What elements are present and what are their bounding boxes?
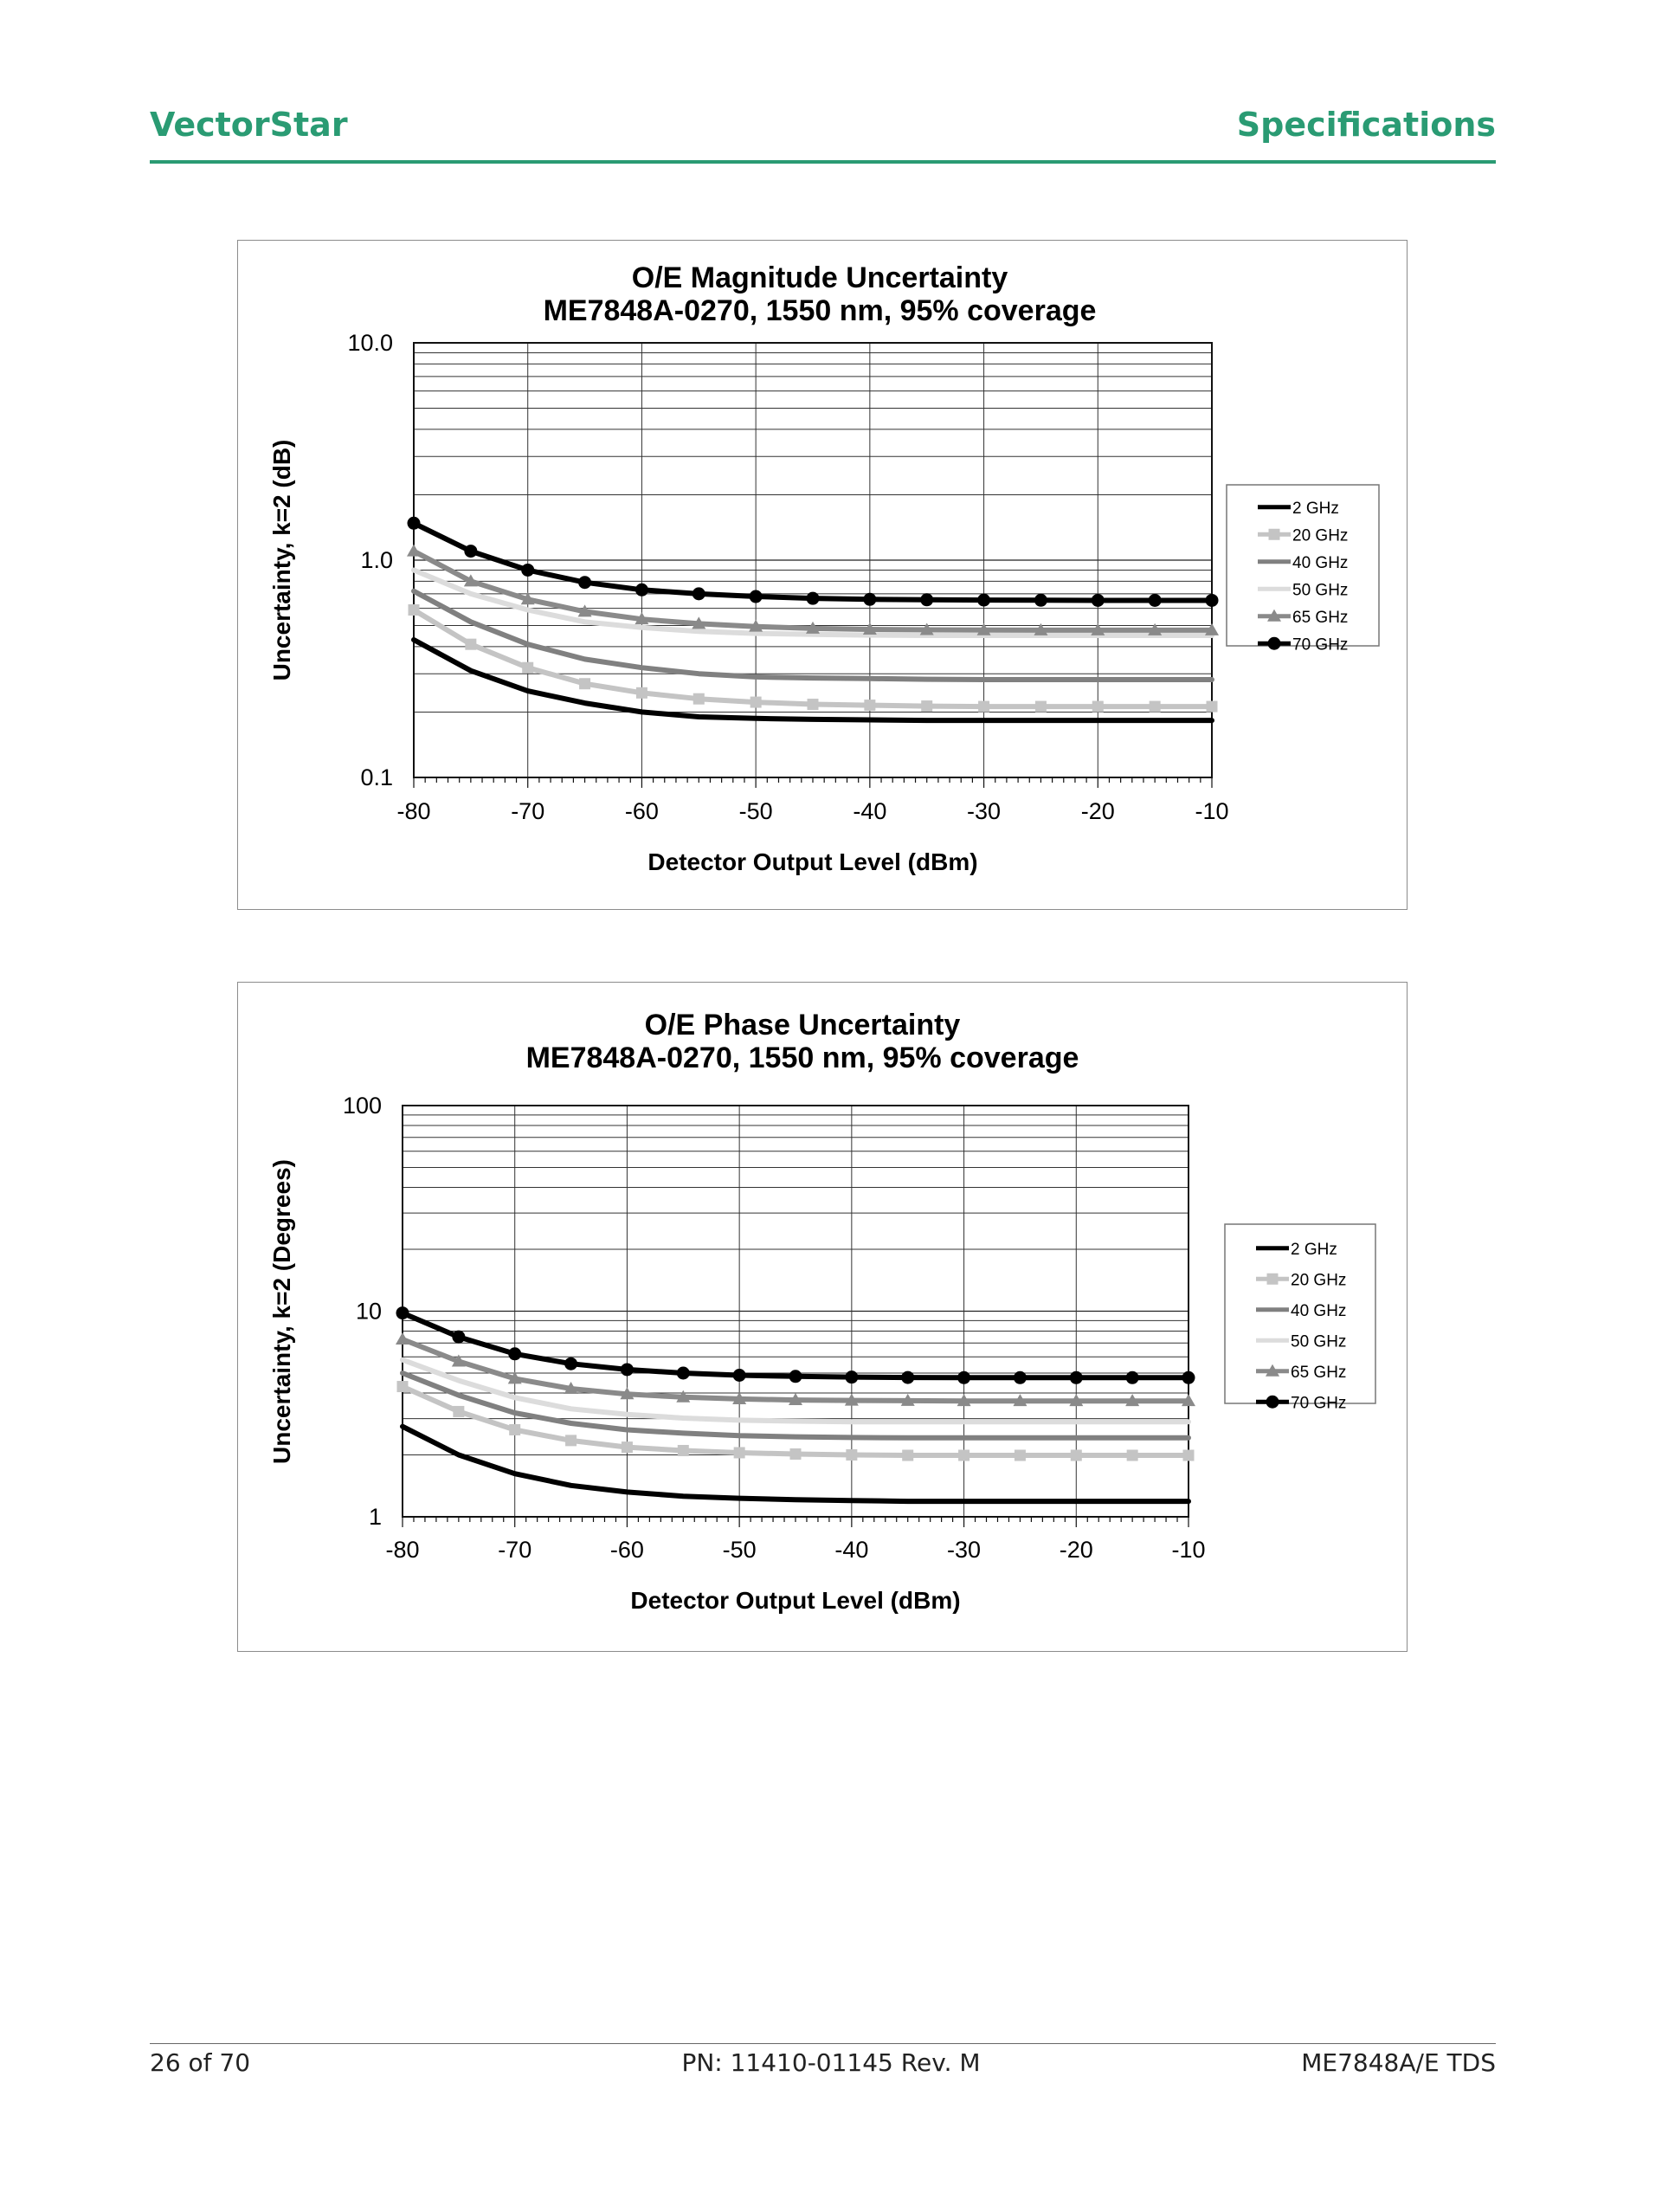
c1-legend-label-65-ghz: 65 GHz bbox=[1292, 608, 1349, 627]
c1-x-tick-label: -80 bbox=[396, 798, 431, 824]
c1-data-point-70-ghz bbox=[863, 593, 876, 606]
c1-subtitle: ME7848A-0270, 1550 nm, 95% coverage bbox=[543, 294, 1097, 327]
c2-y-tick-label: 100 bbox=[342, 1093, 382, 1119]
c2-x-tick-label: -60 bbox=[609, 1537, 644, 1563]
c2-x-tick-label: -70 bbox=[498, 1537, 532, 1563]
c2-y-axis-label: Uncertainty, k=2 (Degrees) bbox=[268, 1159, 295, 1464]
phase-chart-svg bbox=[238, 983, 1408, 1653]
c2-data-point-20-ghz bbox=[565, 1435, 577, 1446]
c1-legend-label-70-ghz: 70 GHz bbox=[1292, 635, 1349, 655]
c2-data-point-20-ghz bbox=[678, 1445, 689, 1456]
c2-x-tick-label: -30 bbox=[947, 1537, 982, 1563]
c1-legend-label-2-ghz: 2 GHz bbox=[1292, 499, 1339, 518]
c2-data-point-65-ghz bbox=[396, 1332, 409, 1345]
c2-x-tick-label: -40 bbox=[834, 1537, 869, 1563]
c1-data-point-20-ghz bbox=[1035, 701, 1047, 713]
c1-data-point-20-ghz bbox=[1150, 701, 1161, 713]
c2-data-point-70-ghz bbox=[901, 1371, 914, 1384]
c2-data-point-70-ghz bbox=[564, 1358, 577, 1370]
c2-data-point-20-ghz bbox=[453, 1406, 464, 1417]
c1-data-point-20-ghz bbox=[808, 699, 819, 710]
c2-data-point-70-ghz bbox=[396, 1306, 409, 1319]
c1-series-65-ghz bbox=[407, 545, 1219, 635]
c1-series-line-65-ghz bbox=[414, 551, 1212, 630]
c2-data-point-20-ghz bbox=[509, 1424, 520, 1435]
c1-data-point-20-ghz bbox=[921, 700, 932, 712]
c2-data-point-70-ghz bbox=[1014, 1371, 1027, 1384]
c2-x-axis-label: Detector Output Level (dBm) bbox=[630, 1587, 961, 1614]
c1-data-point-70-ghz bbox=[977, 594, 990, 607]
magnitude-uncertainty-chart bbox=[237, 240, 1408, 910]
c2-legend-label-70-ghz: 70 GHz bbox=[1291, 1394, 1347, 1413]
c1-legend bbox=[1227, 485, 1379, 654]
c1-data-point-20-ghz bbox=[864, 700, 875, 711]
footer-part-number: PN: 11410-01145 Rev. M bbox=[681, 2048, 981, 2077]
footer-doc-name: ME7848A/E TDS bbox=[1301, 2048, 1496, 2077]
c2-legend-label-20-ghz: 20 GHz bbox=[1291, 1271, 1347, 1290]
c1-y-tick-label: 0.1 bbox=[360, 764, 393, 790]
c1-data-point-70-ghz bbox=[464, 545, 477, 558]
c1-legend-label-40-ghz: 40 GHz bbox=[1292, 553, 1349, 572]
c2-data-point-70-ghz bbox=[621, 1363, 634, 1376]
magnitude-chart-svg bbox=[238, 241, 1408, 911]
c1-data-point-70-ghz bbox=[750, 590, 763, 603]
c1-data-point-70-ghz bbox=[1092, 594, 1105, 607]
c1-series-70-ghz bbox=[408, 517, 1219, 607]
c2-legend-label-65-ghz: 65 GHz bbox=[1291, 1363, 1347, 1382]
c1-x-tick-label: -10 bbox=[1195, 798, 1229, 824]
c1-data-point-70-ghz bbox=[578, 576, 591, 589]
c2-data-point-20-ghz bbox=[734, 1447, 745, 1458]
c2-data-point-70-ghz bbox=[508, 1347, 521, 1360]
c2-legend-marker-20-ghz bbox=[1267, 1274, 1279, 1285]
c1-data-point-20-ghz bbox=[1207, 701, 1218, 713]
header-rule bbox=[150, 160, 1496, 164]
c1-data-point-70-ghz bbox=[807, 592, 820, 605]
c2-data-point-20-ghz bbox=[397, 1381, 409, 1392]
c2-y-tick-label: 10 bbox=[355, 1298, 382, 1325]
c1-legend-marker-20-ghz bbox=[1269, 529, 1280, 540]
c1-data-point-70-ghz bbox=[920, 593, 933, 606]
c2-x-tick-label: -20 bbox=[1059, 1537, 1093, 1563]
c2-data-point-20-ghz bbox=[1183, 1450, 1195, 1461]
c1-data-point-20-ghz bbox=[978, 701, 989, 713]
c1-data-point-70-ghz bbox=[692, 587, 705, 600]
c1-title: O/E Magnitude Uncertainty bbox=[631, 261, 1008, 294]
c1-data-point-70-ghz bbox=[521, 564, 534, 577]
c1-data-point-70-ghz bbox=[1206, 594, 1219, 607]
c1-data-point-20-ghz bbox=[409, 604, 420, 616]
c2-subtitle: ME7848A-0270, 1550 nm, 95% coverage bbox=[525, 1042, 1079, 1074]
c2-data-point-20-ghz bbox=[902, 1450, 913, 1461]
c2-data-point-20-ghz bbox=[1127, 1450, 1138, 1461]
c2-title: O/E Phase Uncertainty bbox=[644, 1009, 961, 1042]
c1-x-tick-label: -30 bbox=[967, 798, 1002, 824]
c2-legend bbox=[1225, 1224, 1375, 1412]
c1-data-point-20-ghz bbox=[522, 662, 533, 674]
c2-legend-marker-70-ghz bbox=[1266, 1396, 1279, 1409]
header-section: Specifications bbox=[1236, 106, 1496, 144]
c1-data-point-70-ghz bbox=[635, 584, 648, 597]
c1-legend-marker-70-ghz bbox=[1268, 637, 1281, 650]
c2-x-tick-label: -80 bbox=[385, 1537, 420, 1563]
footer-page-number: 26 of 70 bbox=[150, 2048, 251, 2077]
c2-data-point-20-ghz bbox=[846, 1449, 857, 1461]
c2-series-line-70-ghz bbox=[403, 1313, 1189, 1378]
c2-data-point-20-ghz bbox=[1015, 1450, 1026, 1461]
c2-data-point-70-ghz bbox=[1126, 1371, 1139, 1384]
c1-x-axis-label: Detector Output Level (dBm) bbox=[647, 848, 978, 875]
c1-x-tick-label: -40 bbox=[853, 798, 887, 824]
c1-data-point-20-ghz bbox=[750, 697, 762, 708]
c2-data-point-70-ghz bbox=[789, 1370, 802, 1383]
c1-gridlines bbox=[414, 343, 1212, 777]
c2-data-point-20-ghz bbox=[1071, 1450, 1082, 1461]
c1-data-point-20-ghz bbox=[579, 678, 590, 689]
c2-y-tick-label: 1 bbox=[368, 1504, 382, 1530]
c2-data-point-70-ghz bbox=[845, 1370, 858, 1383]
c1-data-point-70-ghz bbox=[1149, 594, 1162, 607]
c1-data-point-20-ghz bbox=[693, 693, 705, 705]
c2-legend-label-2-ghz: 2 GHz bbox=[1291, 1240, 1337, 1259]
c2-x-tick-label: -50 bbox=[722, 1537, 757, 1563]
c1-data-point-70-ghz bbox=[1034, 594, 1047, 607]
c1-series-line-70-ghz bbox=[414, 523, 1212, 600]
c2-legend-label-40-ghz: 40 GHz bbox=[1291, 1301, 1347, 1320]
c2-data-point-70-ghz bbox=[733, 1369, 746, 1382]
c2-data-point-70-ghz bbox=[1182, 1371, 1195, 1384]
c2-data-point-70-ghz bbox=[1070, 1371, 1083, 1384]
c1-x-tick-label: -50 bbox=[738, 798, 773, 824]
c1-data-point-20-ghz bbox=[636, 687, 647, 699]
c1-legend-label-20-ghz: 20 GHz bbox=[1292, 526, 1349, 545]
phase-uncertainty-chart bbox=[237, 982, 1408, 1652]
c1-x-tick-label: -70 bbox=[511, 798, 545, 824]
c1-x-tick-label: -20 bbox=[1080, 798, 1115, 824]
c1-data-point-65-ghz bbox=[407, 545, 421, 557]
c1-x-tick-label: -60 bbox=[624, 798, 659, 824]
header-product: VectorStar bbox=[150, 106, 348, 144]
c2-data-point-70-ghz bbox=[677, 1366, 690, 1379]
c2-data-point-20-ghz bbox=[622, 1441, 633, 1453]
c2-legend-label-50-ghz: 50 GHz bbox=[1291, 1332, 1347, 1351]
c1-legend-label-50-ghz: 50 GHz bbox=[1292, 581, 1349, 600]
c1-data-point-20-ghz bbox=[1092, 701, 1104, 713]
c1-y-axis-label: Uncertainty, k=2 (dB) bbox=[268, 439, 295, 681]
c1-data-point-20-ghz bbox=[465, 639, 476, 650]
c2-series-70-ghz bbox=[396, 1306, 1195, 1384]
c1-data-point-70-ghz bbox=[408, 517, 421, 530]
c2-data-point-70-ghz bbox=[452, 1331, 465, 1344]
c1-series-20-ghz bbox=[409, 604, 1218, 713]
c2-data-point-20-ghz bbox=[958, 1450, 970, 1461]
c2-x-tick-label: -10 bbox=[1171, 1537, 1206, 1563]
c1-y-tick-label: 10.0 bbox=[347, 330, 393, 356]
c2-data-point-70-ghz bbox=[957, 1371, 970, 1384]
c2-data-point-20-ghz bbox=[790, 1448, 802, 1460]
footer-rule bbox=[150, 2043, 1496, 2044]
c1-y-tick-label: 1.0 bbox=[360, 547, 393, 573]
